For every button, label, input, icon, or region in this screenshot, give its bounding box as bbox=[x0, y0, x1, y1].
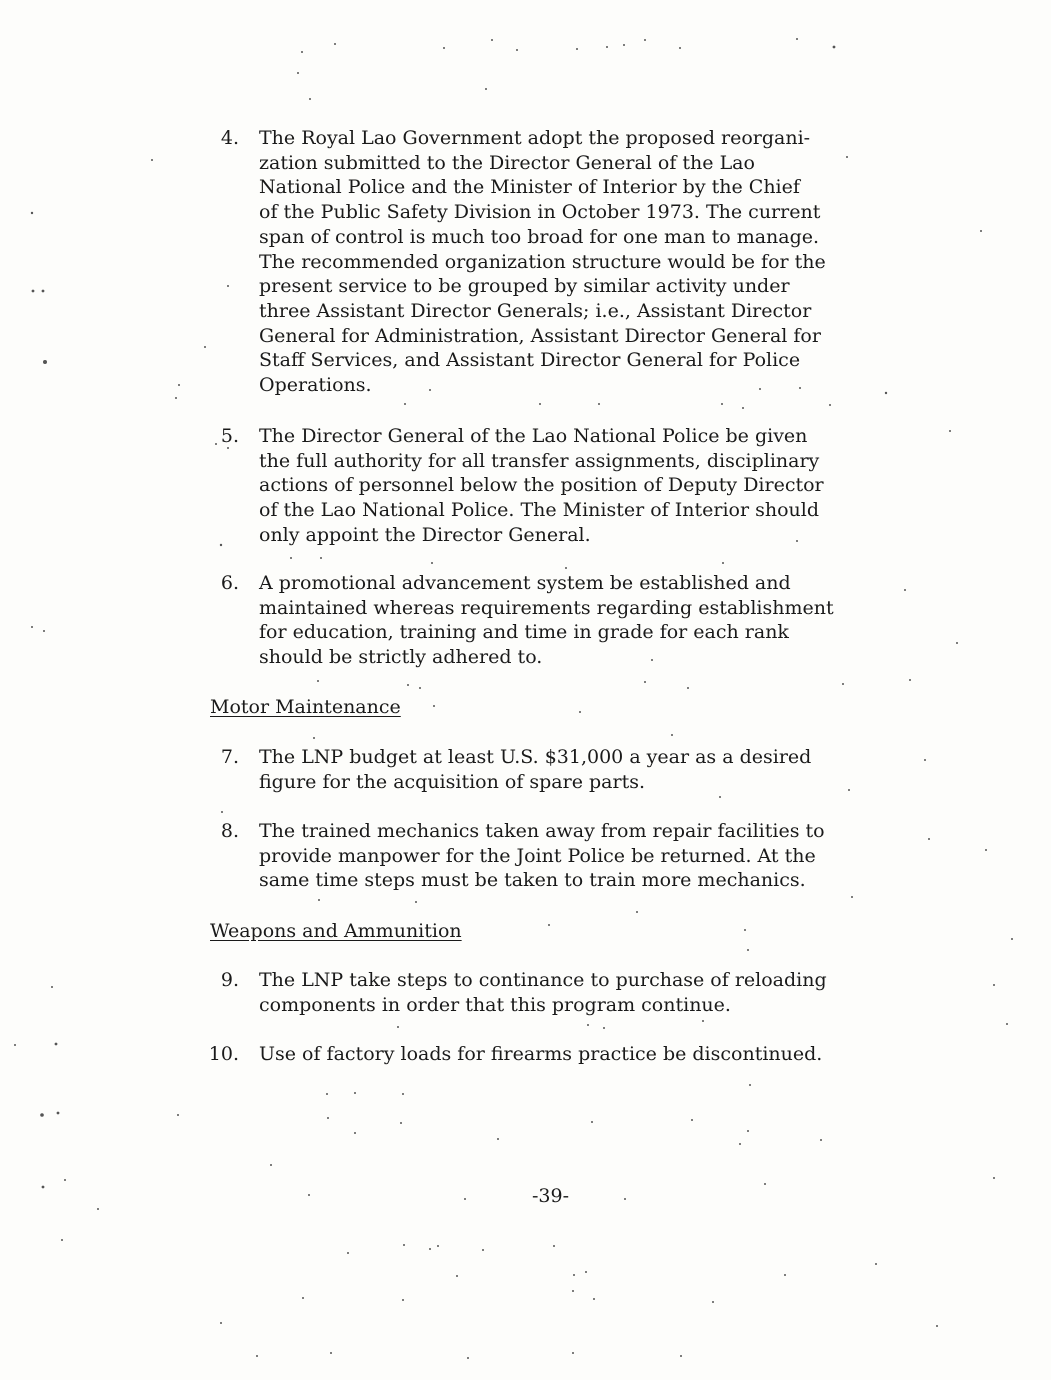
text-line: The LNP take steps to continance to purchase of reloading bbox=[259, 969, 827, 991]
text-line: The Director General of the Lao National Police be given bbox=[259, 425, 808, 447]
text-line: maintained whereas requirements regarding establishment bbox=[259, 596, 834, 619]
item-text bbox=[259, 968, 919, 1017]
text-line: three Assistant Director Generals; i.e., Assistant Director bbox=[259, 299, 812, 322]
text-line: only appoint the Director General. bbox=[259, 523, 591, 546]
text-line: same time steps must be taken to train more mechanics. bbox=[259, 869, 806, 892]
text-line: provide manpower for the Joint Police be returned. At the bbox=[259, 844, 816, 867]
text-line: The LNP budget at least U.S. $31,000 a year as a desired bbox=[259, 746, 812, 768]
text-line: figure for the acquisition of spare parts. bbox=[259, 770, 646, 793]
item-text bbox=[259, 424, 919, 548]
text-line: of the Lao National Police. The Minister of Interior should bbox=[259, 499, 819, 522]
text-line: The Royal Lao Government adopt the proposed reorgani- bbox=[259, 127, 811, 149]
text-line: Operations. bbox=[259, 374, 372, 397]
section-heading-weapons-ammunition: Weapons and Ammunition bbox=[210, 920, 462, 942]
item-text bbox=[259, 819, 919, 893]
item-number: 4. bbox=[220, 127, 239, 149]
text-line: actions of personnel below the position of Deputy Director bbox=[259, 474, 824, 497]
item-text bbox=[259, 571, 919, 670]
text-line: The trained mechanics taken away from repair facilities to bbox=[259, 820, 825, 842]
text-line: components in order that this program continue. bbox=[259, 993, 731, 1016]
item-text bbox=[259, 1042, 919, 1067]
text-line: A promotional advancement system be established and bbox=[259, 572, 791, 594]
item-text bbox=[259, 745, 919, 794]
text-line: zation submitted to the Director General of the Lao bbox=[259, 151, 755, 174]
text-line: General for Administration, Assistant Director General for bbox=[259, 324, 821, 347]
page-number: -39- bbox=[532, 1185, 570, 1207]
text-line: The recommended organization structure would be for the bbox=[259, 250, 826, 273]
item-number: 5. bbox=[220, 425, 239, 447]
text-line: for education, training and time in grade for each rank bbox=[259, 621, 789, 644]
text-line: Use of factory loads for firearms practice be discontinued. bbox=[259, 1043, 823, 1065]
section-heading-motor-maintenance: Motor Maintenance bbox=[210, 696, 401, 718]
item-number: 7. bbox=[220, 746, 239, 768]
text-line: span of control is much too broad for one man to manage. bbox=[259, 225, 820, 248]
text-line: present service to be grouped by similar activity under bbox=[259, 275, 790, 298]
text-line: the full authority for all transfer assignments, disciplinary bbox=[259, 449, 820, 472]
text-line: of the Public Safety Division in October 1973. The current bbox=[259, 201, 821, 224]
text-line: Staff Services, and Assistant Director General for Police bbox=[259, 349, 801, 372]
text-line: National Police and the Minister of Interior by the Chief bbox=[259, 176, 800, 199]
item-number: 9. bbox=[220, 969, 239, 991]
item-text bbox=[259, 126, 919, 398]
item-number: 10. bbox=[208, 1043, 239, 1065]
item-number: 8. bbox=[220, 820, 239, 842]
item-number: 6. bbox=[220, 572, 239, 594]
text-line: should be strictly adhered to. bbox=[259, 646, 543, 669]
